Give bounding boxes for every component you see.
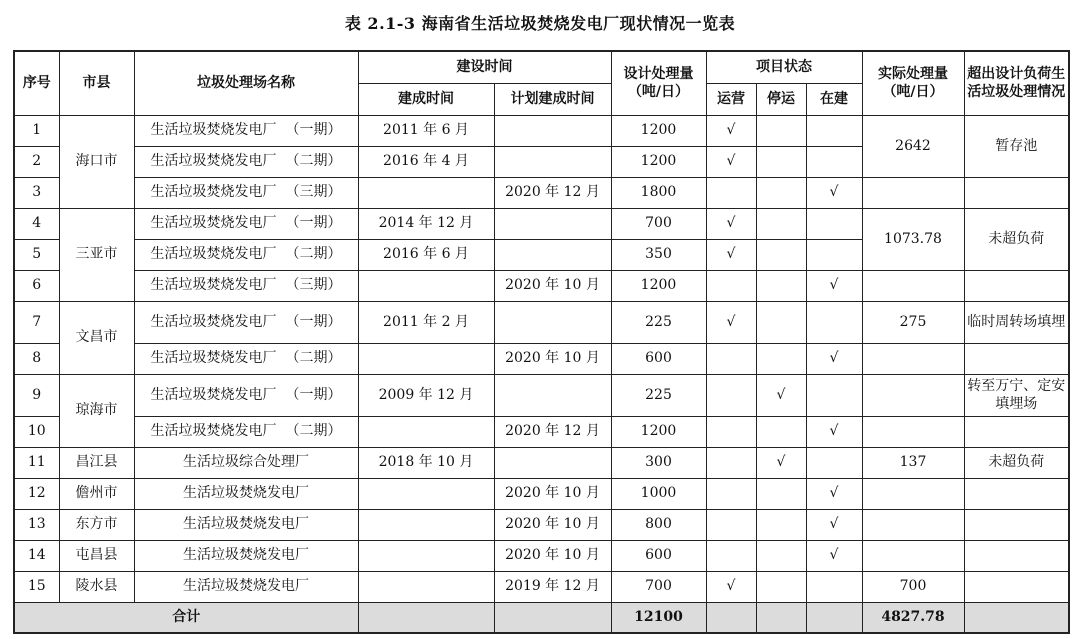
- cell-built-time: 2016 年 6 月: [358, 239, 494, 270]
- cell-built-time: 2018 年 10 月: [358, 447, 494, 478]
- cell-built-time: 2014 年 12 月: [358, 208, 494, 239]
- cell-seq: 6: [14, 270, 59, 301]
- cell-status-stopped: [756, 115, 806, 146]
- cell-plant-name: 生活垃圾综合处理厂: [134, 447, 358, 478]
- cell-city: 东方市: [59, 509, 134, 540]
- cell-status-building: [806, 208, 862, 239]
- cell-status-stopped: [756, 540, 806, 571]
- cell-status-building: √: [806, 540, 862, 571]
- cell-city: 昌江县: [59, 447, 134, 478]
- cell-built-time: [358, 177, 494, 208]
- cell-seq: 15: [14, 571, 59, 602]
- table-row: [14, 509, 1069, 540]
- cell-overload: [964, 416, 1069, 447]
- cell-built-time: [358, 343, 494, 374]
- cell-planned-time: [494, 301, 611, 343]
- cell-seq: 4: [14, 208, 59, 239]
- total-empty-cell: [806, 602, 862, 633]
- cell-seq: 5: [14, 239, 59, 270]
- cell-plant-name: 生活垃圾焚烧发电厂 （二期）: [134, 239, 358, 270]
- header-plant-name: 垃圾处理场名称: [134, 51, 358, 115]
- cell-status-building: [806, 115, 862, 146]
- cell-status-operating: √: [706, 208, 756, 239]
- cell-design-capacity: 1200: [611, 416, 706, 447]
- cell-overload: 临时周转场填埋: [964, 301, 1069, 343]
- cell-planned-time: 2020 年 10 月: [494, 343, 611, 374]
- cell-design-capacity: 700: [611, 571, 706, 602]
- cell-status-stopped: [756, 301, 806, 343]
- cell-built-time: 2011 年 2 月: [358, 301, 494, 343]
- header-project-status: 项目状态: [706, 51, 862, 83]
- cell-status-stopped: [756, 208, 806, 239]
- cell-planned-time: 2020 年 12 月: [494, 416, 611, 447]
- header-planned-time: 计划建成时间: [494, 83, 611, 115]
- cell-status-operating: √: [706, 301, 756, 343]
- cell-built-time: [358, 571, 494, 602]
- cell-overload: 转至万宁、定安填埋场: [964, 374, 1069, 416]
- cell-status-stopped: [756, 509, 806, 540]
- cell-planned-time: [494, 447, 611, 478]
- header-design-capacity: 设计处理量（吨/日）: [611, 51, 706, 115]
- cell-planned-time: 2020 年 10 月: [494, 509, 611, 540]
- cell-city: 三亚市: [59, 208, 134, 301]
- cell-status-operating: [706, 374, 756, 416]
- header-seq: 序号: [14, 51, 59, 115]
- cell-plant-name: 生活垃圾焚烧发电厂 （二期）: [134, 416, 358, 447]
- cell-status-building: [806, 447, 862, 478]
- total-empty-cell: [756, 602, 806, 633]
- total-empty-cell: [358, 602, 494, 633]
- cell-status-operating: √: [706, 146, 756, 177]
- cell-status-stopped: [756, 571, 806, 602]
- cell-planned-time: [494, 374, 611, 416]
- cell-status-building: √: [806, 177, 862, 208]
- cell-seq: 11: [14, 447, 59, 478]
- table-row: [14, 270, 1069, 301]
- cell-status-operating: [706, 478, 756, 509]
- cell-status-stopped: [756, 177, 806, 208]
- cell-status-operating: √: [706, 239, 756, 270]
- cell-design-capacity: 1000: [611, 478, 706, 509]
- cell-built-time: 2011 年 6 月: [358, 115, 494, 146]
- cell-design-capacity: 1200: [611, 270, 706, 301]
- cell-plant-name: 生活垃圾焚烧发电厂 （二期）: [134, 343, 358, 374]
- cell-city: 琼海市: [59, 374, 134, 447]
- cell-status-building: √: [806, 509, 862, 540]
- cell-design-capacity: 600: [611, 343, 706, 374]
- cell-city: 海口市: [59, 115, 134, 208]
- header-construction-time: 建设时间: [358, 51, 611, 83]
- cell-actual-capacity: [862, 416, 964, 447]
- cell-plant-name: 生活垃圾焚烧发电厂: [134, 540, 358, 571]
- cell-design-capacity: 225: [611, 374, 706, 416]
- cell-status-building: [806, 146, 862, 177]
- cell-status-operating: [706, 447, 756, 478]
- cell-status-operating: [706, 177, 756, 208]
- cell-plant-name: 生活垃圾焚烧发电厂 （一期）: [134, 301, 358, 343]
- cell-planned-time: 2020 年 10 月: [494, 270, 611, 301]
- total-empty-cell: [494, 602, 611, 633]
- table-row: [14, 177, 1069, 208]
- table-row: [14, 343, 1069, 374]
- table-row: [14, 301, 1069, 343]
- table-row: [14, 447, 1069, 478]
- cell-design-capacity: 350: [611, 239, 706, 270]
- cell-status-operating: √: [706, 571, 756, 602]
- cell-actual-capacity: [862, 478, 964, 509]
- cell-status-stopped: [756, 416, 806, 447]
- header-actual-capacity: 实际处理量（吨/日）: [862, 51, 964, 115]
- total-design-capacity: 12100: [611, 602, 706, 633]
- cell-actual-capacity: [862, 540, 964, 571]
- cell-plant-name: 生活垃圾焚烧发电厂 （一期）: [134, 374, 358, 416]
- cell-city: 屯昌县: [59, 540, 134, 571]
- cell-overload: [964, 509, 1069, 540]
- cell-status-building: [806, 301, 862, 343]
- cell-plant-name: 生活垃圾焚烧发电厂: [134, 478, 358, 509]
- cell-status-building: √: [806, 416, 862, 447]
- cell-overload: [964, 270, 1069, 301]
- cell-design-capacity: 800: [611, 509, 706, 540]
- cell-status-stopped: [756, 478, 806, 509]
- cell-built-time: 2009 年 12 月: [358, 374, 494, 416]
- cell-status-operating: [706, 509, 756, 540]
- header-status-operating: 运营: [706, 83, 756, 115]
- header-city: 市县: [59, 51, 134, 115]
- cell-seq: 8: [14, 343, 59, 374]
- cell-status-building: [806, 239, 862, 270]
- cell-status-building: √: [806, 270, 862, 301]
- cell-planned-time: [494, 208, 611, 239]
- cell-overload: 未超负荷: [964, 447, 1069, 478]
- cell-seq: 14: [14, 540, 59, 571]
- cell-actual-capacity: [862, 509, 964, 540]
- cell-seq: 1: [14, 115, 59, 146]
- cell-overload: [964, 478, 1069, 509]
- cell-status-stopped: [756, 270, 806, 301]
- cell-seq: 13: [14, 509, 59, 540]
- table-row: [14, 478, 1069, 509]
- cell-design-capacity: 1800: [611, 177, 706, 208]
- header-built-time: 建成时间: [358, 83, 494, 115]
- cell-actual-capacity: 700: [862, 571, 964, 602]
- cell-overload: 暂存池: [964, 115, 1069, 177]
- cell-status-stopped: √: [756, 447, 806, 478]
- cell-status-building: [806, 571, 862, 602]
- cell-seq: 3: [14, 177, 59, 208]
- total-empty-cell: [964, 602, 1069, 633]
- cell-planned-time: [494, 239, 611, 270]
- cell-seq: 2: [14, 146, 59, 177]
- cell-design-capacity: 300: [611, 447, 706, 478]
- cell-status-building: [806, 374, 862, 416]
- cell-status-operating: √: [706, 115, 756, 146]
- cell-overload: 未超负荷: [964, 208, 1069, 270]
- cell-city: 陵水县: [59, 571, 134, 602]
- cell-built-time: 2016 年 4 月: [358, 146, 494, 177]
- cell-seq: 7: [14, 301, 59, 343]
- cell-status-operating: [706, 270, 756, 301]
- cell-actual-capacity: 2642: [862, 115, 964, 177]
- cell-plant-name: 生活垃圾焚烧发电厂: [134, 509, 358, 540]
- status-table: [13, 50, 1070, 634]
- cell-actual-capacity: [862, 177, 964, 208]
- cell-planned-time: 2020 年 12 月: [494, 177, 611, 208]
- cell-plant-name: 生活垃圾焚烧发电厂: [134, 571, 358, 602]
- cell-built-time: [358, 540, 494, 571]
- table-row: [14, 540, 1069, 571]
- cell-city: 儋州市: [59, 478, 134, 509]
- cell-built-time: [358, 509, 494, 540]
- header-overload: 超出设计负荷生活垃圾处理情况: [964, 51, 1069, 115]
- cell-seq: 12: [14, 478, 59, 509]
- cell-plant-name: 生活垃圾焚烧发电厂 （二期）: [134, 146, 358, 177]
- cell-plant-name: 生活垃圾焚烧发电厂 （三期）: [134, 177, 358, 208]
- cell-plant-name: 生活垃圾焚烧发电厂 （一期）: [134, 115, 358, 146]
- cell-city: 文昌市: [59, 301, 134, 374]
- cell-status-stopped: √: [756, 374, 806, 416]
- cell-actual-capacity: [862, 343, 964, 374]
- table-row: [14, 416, 1069, 447]
- cell-actual-capacity: [862, 374, 964, 416]
- cell-overload: [964, 571, 1069, 602]
- cell-planned-time: 2020 年 10 月: [494, 478, 611, 509]
- cell-actual-capacity: 275: [862, 301, 964, 343]
- cell-seq: 9: [14, 374, 59, 416]
- cell-planned-time: 2020 年 10 月: [494, 540, 611, 571]
- total-empty-cell: [706, 602, 756, 633]
- cell-design-capacity: 1200: [611, 115, 706, 146]
- cell-built-time: [358, 478, 494, 509]
- cell-plant-name: 生活垃圾焚烧发电厂 （三期）: [134, 270, 358, 301]
- header-status-stopped: 停运: [756, 83, 806, 115]
- cell-actual-capacity: 137: [862, 447, 964, 478]
- cell-built-time: [358, 270, 494, 301]
- cell-status-stopped: [756, 239, 806, 270]
- cell-seq: 10: [14, 416, 59, 447]
- cell-actual-capacity: [862, 270, 964, 301]
- cell-status-stopped: [756, 343, 806, 374]
- total-label: 合计: [14, 602, 358, 633]
- table-row: [14, 571, 1069, 602]
- table-row: [14, 115, 1069, 146]
- cell-overload: [964, 540, 1069, 571]
- cell-planned-time: 2019 年 12 月: [494, 571, 611, 602]
- cell-status-building: √: [806, 478, 862, 509]
- cell-planned-time: [494, 146, 611, 177]
- total-actual-capacity: 4827.78: [862, 602, 964, 633]
- cell-status-operating: [706, 343, 756, 374]
- cell-status-operating: [706, 416, 756, 447]
- cell-overload: [964, 177, 1069, 208]
- cell-status-building: √: [806, 343, 862, 374]
- cell-status-operating: [706, 540, 756, 571]
- cell-built-time: [358, 416, 494, 447]
- cell-planned-time: [494, 115, 611, 146]
- cell-overload: [964, 343, 1069, 374]
- cell-plant-name: 生活垃圾焚烧发电厂 （一期）: [134, 208, 358, 239]
- cell-design-capacity: 1200: [611, 146, 706, 177]
- table-row: [14, 208, 1069, 239]
- cell-actual-capacity: 1073.78: [862, 208, 964, 270]
- total-row: [14, 602, 1069, 633]
- header-status-building: 在建: [806, 83, 862, 115]
- table-row: [14, 374, 1069, 416]
- cell-status-stopped: [756, 146, 806, 177]
- cell-design-capacity: 600: [611, 540, 706, 571]
- table-title: 表 2.1-3 海南省生活垃圾焚烧发电厂现状情况一览表: [344, 14, 736, 33]
- cell-design-capacity: 225: [611, 301, 706, 343]
- cell-design-capacity: 700: [611, 208, 706, 239]
